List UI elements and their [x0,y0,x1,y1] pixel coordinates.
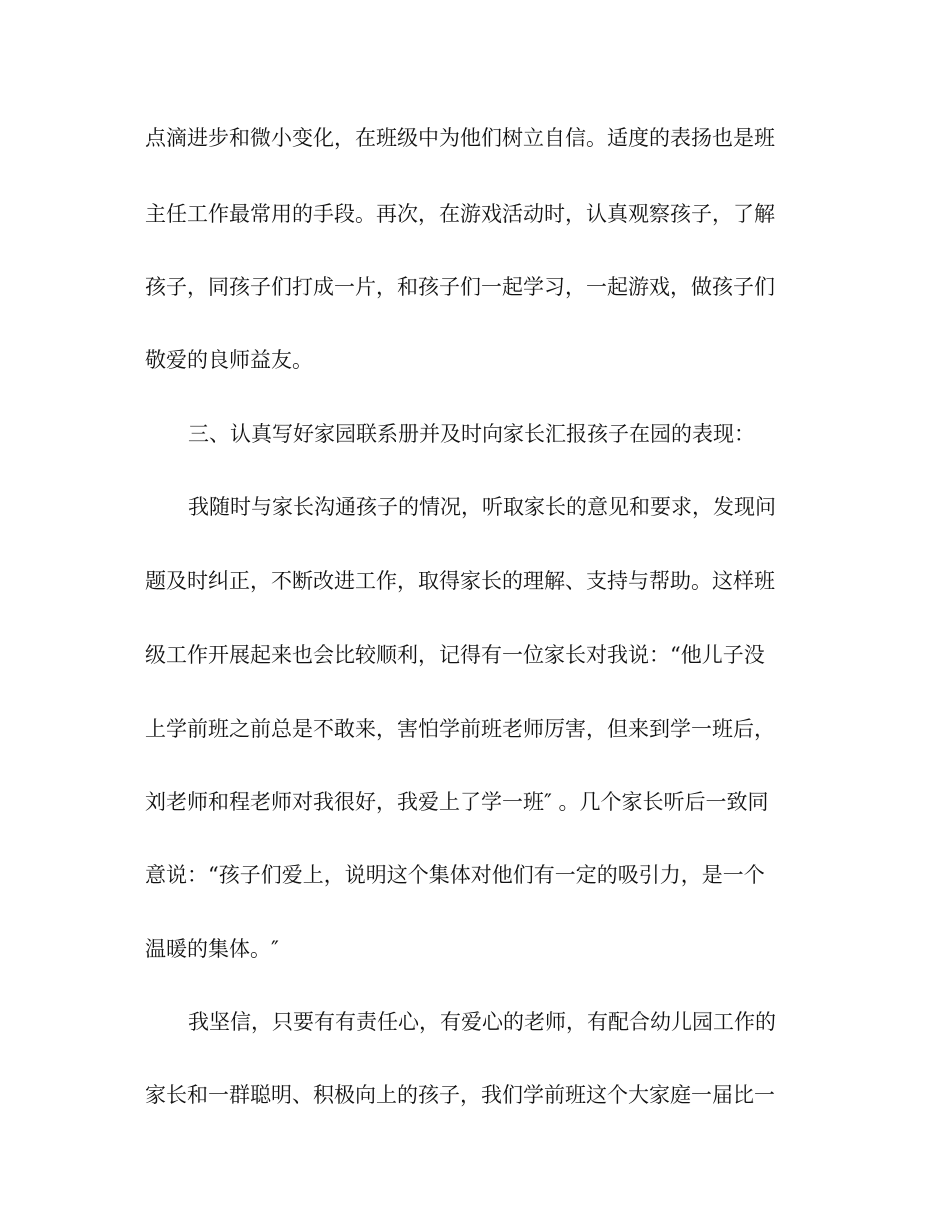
text-line: 意说：“孩子们爱上，说明这个集体对他们有一定的吸引力，是一个 [145,863,765,887]
text-line: 级工作开展起来也会比较顺利，记得有一位家长对我说：“他儿子没 [145,643,765,667]
text-line: 上学前班之前总是不敢来，害怕学前班老师厉害，但来到学一班后， [145,717,775,741]
text-line: 刘老师和程老师对我很好，我爱上了学一班″ 。几个家长听后一致同 [145,790,769,814]
text-line: 我坚信，只要有有责任心，有爱心的老师，有配合幼儿园工作的 [188,1010,776,1034]
text-line: 孩子，同孩子们打成一片，和孩子们一起学习，一起游戏，做孩子们 [145,275,775,299]
text-line: 点滴进步和微小变化，在班级中为他们树立自信。适度的表扬也是班 [145,126,775,150]
text-line: 家长和一群聪明、积极向上的孩子，我们学前班这个大家庭一届比一 [145,1083,775,1107]
text-line: 温暖的集体。″ [145,937,279,961]
text-line: 我随时与家长沟通孩子的情况，听取家长的意见和要求，发现问 [188,495,776,519]
section-heading: 三、认真写好家园联系册并及时向家长汇报孩子在园的表现： [188,422,755,446]
text-line: 敬爱的良师益友。 [145,348,313,372]
text-line: 主任工作最常用的手段。再次，在游戏活动时，认真观察孩子，了解 [145,202,775,226]
text-line: 题及时纠正，不断改进工作，取得家长的理解、支持与帮助。这样班 [145,569,775,593]
